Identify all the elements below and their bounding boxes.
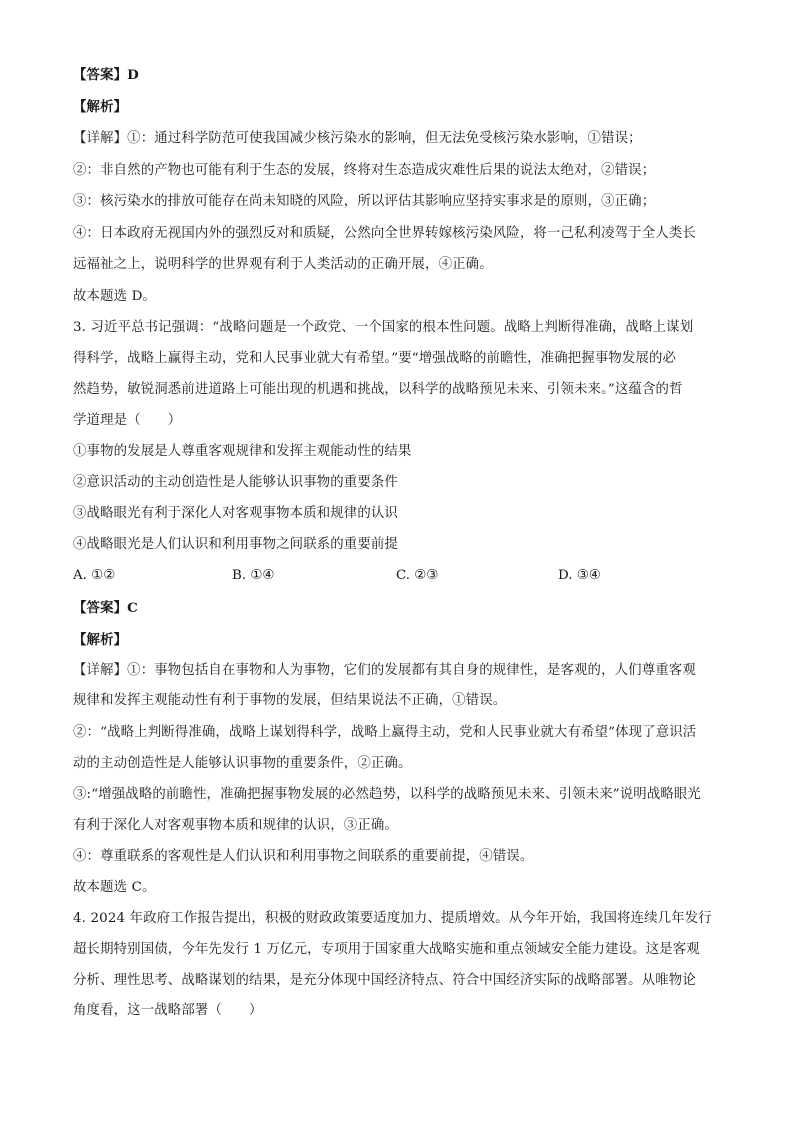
q3-statement-1: ①事物的发展是人尊重客观规律和发挥主观能动性的结果	[73, 444, 412, 459]
q3-detail-line-7: ④：尊重联系的客观性是人们认识和利用事物之间联系的重要前提，④错误。	[73, 849, 534, 864]
q3-stem-line-1: 3. 习近平总书记强调：“战略问题是一个政党、一个国家的根本性问题。战略上判断得准确，战略上谋划	[73, 320, 694, 335]
q3-analysis-label: 【解析】	[73, 632, 128, 648]
q4-stem-line-3: 分析、理性思考、战略谋划的结果，是充分体现中国经济特点、符合中国经济实际的战略部署。从唯物论	[73, 973, 696, 988]
q3-detail-line-2: 规律和发挥主观能动性有利于事物的发展，但结果说法不正确，①错误。	[73, 693, 507, 708]
q3-stem-line-4: 学道理是（ ）	[73, 413, 182, 428]
q2-answer: 【答案】D	[73, 67, 139, 83]
q3-conclusion: 故本题选 C。	[73, 880, 156, 895]
q4-stem-line-2: 超长期特别国债，今年先发行 1 万亿元，专项用于国家重大战略实施和重点领域安全能力建设。这是客观	[73, 942, 700, 957]
q3-detail-line-1: 【详解】①：事物包括自在事物和人为事物，它们的发展都有其自身的规律性，是客观的，人们尊重客观	[73, 663, 696, 678]
q3-option-a: A. ①②	[73, 568, 116, 583]
q3-option-d: D. ③④	[558, 568, 601, 583]
q4-stem-line-1: 4. 2024 年政府工作报告提出，积极的财政政策要适度加力、提质增效。从今年开始，我国将连续几年发行	[73, 911, 712, 926]
q2-analysis-label: 【解析】	[73, 99, 128, 115]
q2-detail-line-1: 【详解】①：通过科学防范可使我国减少核污染水的影响，但无法免受核污染水影响，①错误；	[73, 131, 642, 146]
q3-detail-line-4: 动的主动创造性是人能够认识事物的重要条件，②正确。	[73, 756, 412, 771]
q3-answer: 【答案】C	[73, 600, 138, 616]
q2-detail-line-5: 远福祉之上，说明科学的世界观有利于人类活动的正确开展，④正确。	[73, 257, 493, 272]
q3-detail-line-3: ②：“战略上判断得准确，战略上谋划得科学，战略上赢得主动，党和人民事业就大有希望”体现了意识活	[73, 725, 697, 740]
q3-option-b: B. ①④	[232, 568, 275, 583]
q3-stem-line-2: 得科学，战略上赢得主动，党和人民事业就大有希望。”要“增强战略的前瞻性，准确把握事物发展的必	[73, 351, 677, 366]
q3-option-c: C. ②③	[396, 568, 439, 583]
q3-stem-line-3: 然趋势，敏锐洞悉前进道路上可能出现的机遇和挑战，以科学的战略预见未来、引领未来。”这蕴含的哲	[73, 382, 683, 397]
q3-statement-2: ②意识活动的主动创造性是人能够认识事物的重要条件	[73, 475, 398, 490]
q2-detail-line-4: ④：日本政府无视国内外的强烈反对和质疑，公然向全世界转嫁核污染风险，将一己私利凌驾于全人类长	[73, 226, 696, 241]
q2-detail-line-3: ③：核污染水的排放可能存在尚未知晓的风险，所以评估其影响应坚持实事求是的原则，③正确；	[73, 194, 656, 209]
q3-statement-3: ③战略眼光有利于深化人对客观事物本质和规律的认识	[73, 506, 398, 521]
q2-conclusion: 故本题选 D。	[73, 289, 156, 304]
q3-detail-line-6: 有利于深化人对客观事物本质和规律的认识，③正确。	[73, 818, 398, 833]
q3-statement-4: ④战略眼光是人们认识和利用事物之间联系的重要前提	[73, 537, 398, 552]
q4-stem-line-4: 角度看，这一战略部署（ ）	[73, 1003, 263, 1018]
q2-detail-line-2: ②：非自然的产物也可能有利于生态的发展，终将对生态造成灾难性后果的说法太绝对，②错误；	[73, 163, 656, 178]
q3-detail-line-5: ③:“增强战略的前瞻性，准确把握事物发展的必然趋势，以科学的战略预见未来、引领未来”说明战略眼光	[73, 787, 701, 802]
